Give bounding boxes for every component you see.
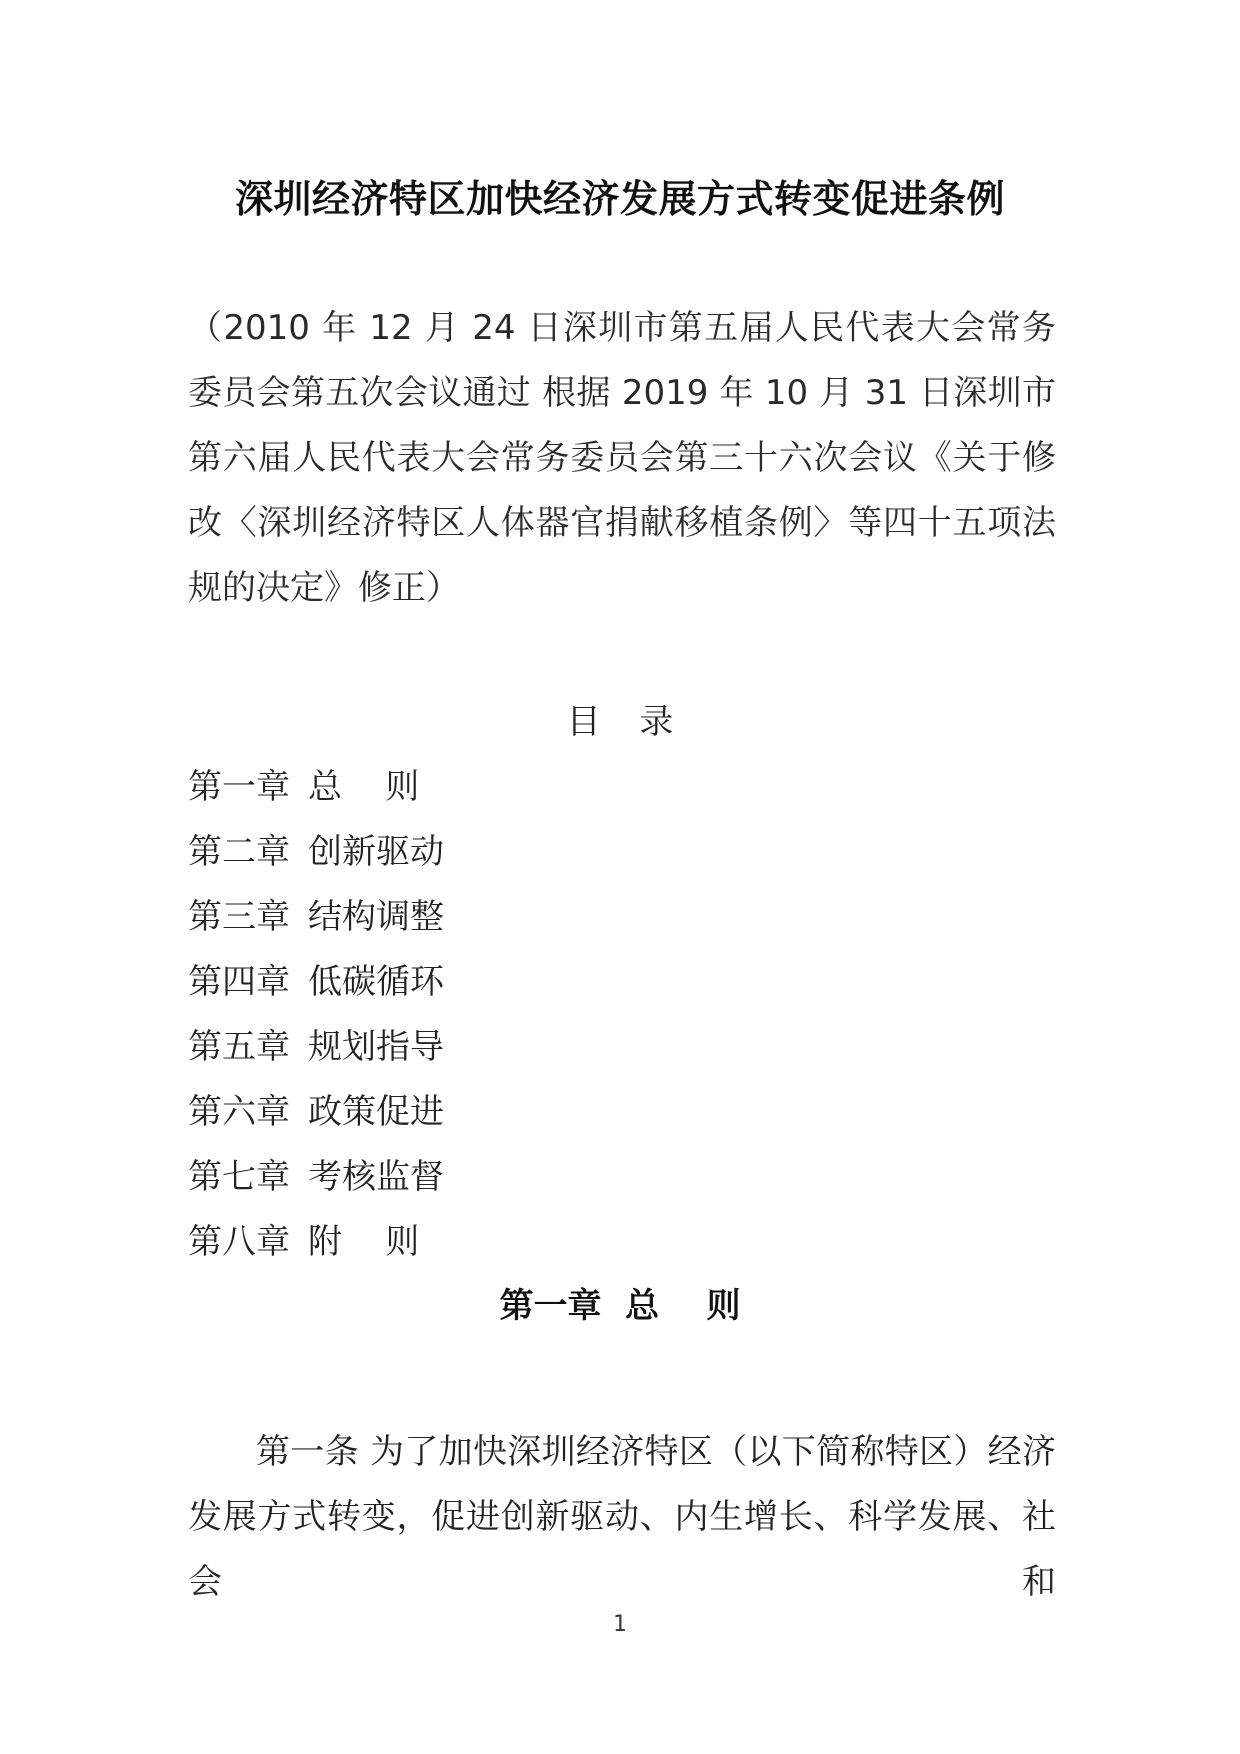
toc-chapter-title: 创新驱动 <box>308 832 444 872</box>
toc-chapter-number: 第八章 <box>188 1222 290 1262</box>
toc-chapter-number: 第一章 <box>188 767 290 807</box>
toc-chapter-number: 第七章 <box>188 1157 290 1197</box>
toc-chapter-number: 第六章 <box>188 1092 290 1132</box>
toc-entry <box>188 885 444 950</box>
document-title: 深圳经济特区加快经济发展方式转变促进条例 <box>234 177 1005 221</box>
toc-chapter-title: 规划指导 <box>308 1027 444 1067</box>
toc-chapter-title: 低碳循环 <box>308 962 444 1002</box>
article-paragraph: 第一条 为了加快深圳经济特区（以下简称特区）经济发展方式转变，促进创新驱动、内生增长、科学发展、社会和 <box>188 1432 1056 1602</box>
page-number: 1 <box>613 1612 627 1637</box>
toc-entry <box>188 950 444 1015</box>
chapter-heading: 第一章 总 则 <box>499 1286 741 1326</box>
toc-chapter-number: 第四章 <box>188 962 290 1002</box>
toc-chapter-title: 附 则 <box>308 1222 420 1262</box>
toc-entry <box>188 755 444 820</box>
legislative-history-note: （2010 年 12 月 24 日深圳市第五届人民代表大会常务委员会第五次会议通过 根据 2019 年 10 月 31 日深圳市第六届人民代表大会常务委员会第三十六次会议《关于修改〈深圳经济特区人体器官捐献移植条例〉等四十五项法规的决定》修正） <box>188 308 1056 608</box>
table-of-contents-heading: 目 录 <box>566 702 674 742</box>
toc-chapter-number: 第三章 <box>188 897 290 937</box>
toc-chapter-title: 政策促进 <box>308 1092 444 1132</box>
toc-entry <box>188 1015 444 1080</box>
table-of-contents <box>188 755 444 1275</box>
toc-chapter-title: 总 则 <box>308 767 420 807</box>
toc-chapter-number: 第五章 <box>188 1027 290 1067</box>
toc-chapter-title: 结构调整 <box>308 897 444 937</box>
toc-entry <box>188 1210 444 1275</box>
toc-entry <box>188 1080 444 1145</box>
toc-entry <box>188 1145 444 1210</box>
toc-entry <box>188 820 444 885</box>
toc-chapter-title: 考核监督 <box>308 1157 444 1197</box>
toc-chapter-number: 第二章 <box>188 832 290 872</box>
